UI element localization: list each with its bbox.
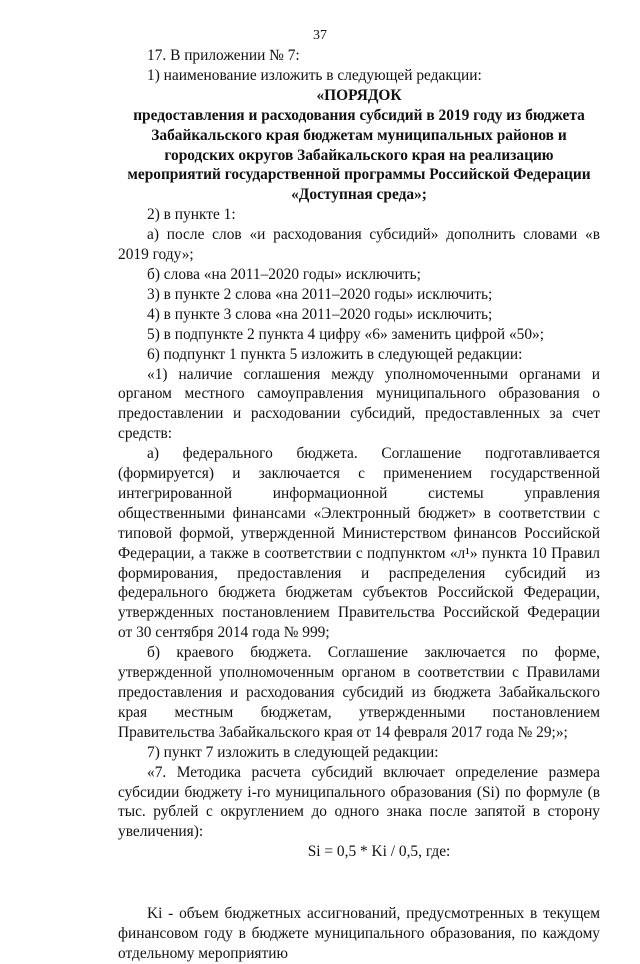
page-number: 37 — [313, 28, 327, 43]
paragraph: 4) в пункте 3 слова «на 2011–2020 годы» исключить; — [147, 305, 493, 323]
paragraph: 6) подпункт 1 пункта 5 изложить в следующей редакции: — [147, 345, 523, 363]
paragraph: б) слова «на 2011–2020 годы» исключить; — [147, 265, 421, 283]
paragraph: а) федерального бюджета. Соглашение подготавливается (формируется) и заключается с применением государственной интегрированной информационной системы управления общественными финансами «Электронный бюджет» в соответствии с типовой формой, утвержденной Министерством финансов Российской Федерации, а также в соответствии с подпунктом «л¹» пункта 10 Правил формирования, предоставления и распределения субсидий из федерального бюджета бюджетам субъектов Российской Федерации, утвержденных постановлением Правительства Российской Федерации от 30 сентября 2014 года № 999; — [118, 445, 600, 642]
section-title: «ПОРЯДОК — [316, 86, 402, 104]
paragraph: б) краевого бюджета. Соглашение заключается по форме, утвержденной уполномоченным органом в соответствии с Правилами предоставления и расходования субсидий из бюджета Забайкальского края местным бюджетам, утвержденными постановлением Правительства Забайкальского края от 14 февраля 2017 года № 29;»; — [118, 644, 600, 741]
paragraph: «7. Методика расчета субсидий включает определение размера субсидии бюджету i-го муниципального образования (Si) по формуле (в тыс. рублей с округлением до одного знака после запятой в сторону увеличения): — [118, 763, 600, 841]
formula: Si = 0,5 * Ki / 0,5, где: — [307, 843, 451, 861]
paragraph: «1) наличие соглашения между уполномоченными органами и органом местного самоуправления муниципального образования о предоставлении и расходовании субсидий, предоставленных за счет средств: — [118, 365, 600, 443]
paragraph: 3) в пункте 2 слова «на 2011–2020 годы» исключить; — [147, 285, 493, 303]
paragraph: 7) пункт 7 изложить в следующей редакции: — [147, 743, 439, 761]
paragraph: Ki - объем бюджетных ассигнований, предусмотренных в текущем финансовом году в бюджете муниципального образования, по каждому отдельному мероприятию — [118, 905, 600, 962]
paragraph: 17. В приложении № 7: — [147, 47, 300, 64]
section-subtitle: предоставления и расходования субсидий в 2019 году из бюджета Забайкальского края бюджетам муниципальных районов и городских округов Забайкальского края на реализацию мероприятий государственной программы Российской Федерации «Доступная среда»; — [127, 106, 591, 204]
paragraph: 1) наименование изложить в следующей редакции: — [147, 66, 482, 84]
document-body — [118, 46, 600, 964]
paragraph: 2) в пункте 1: — [147, 206, 236, 224]
paragraph: 5) в подпункте 2 пункта 4 цифру «6» заменить цифрой «50»; — [147, 325, 545, 343]
paragraph: а) после слов «и расходования субсидий» дополнить словами «в 2019 году»; — [118, 226, 600, 264]
spacer — [118, 862, 600, 904]
